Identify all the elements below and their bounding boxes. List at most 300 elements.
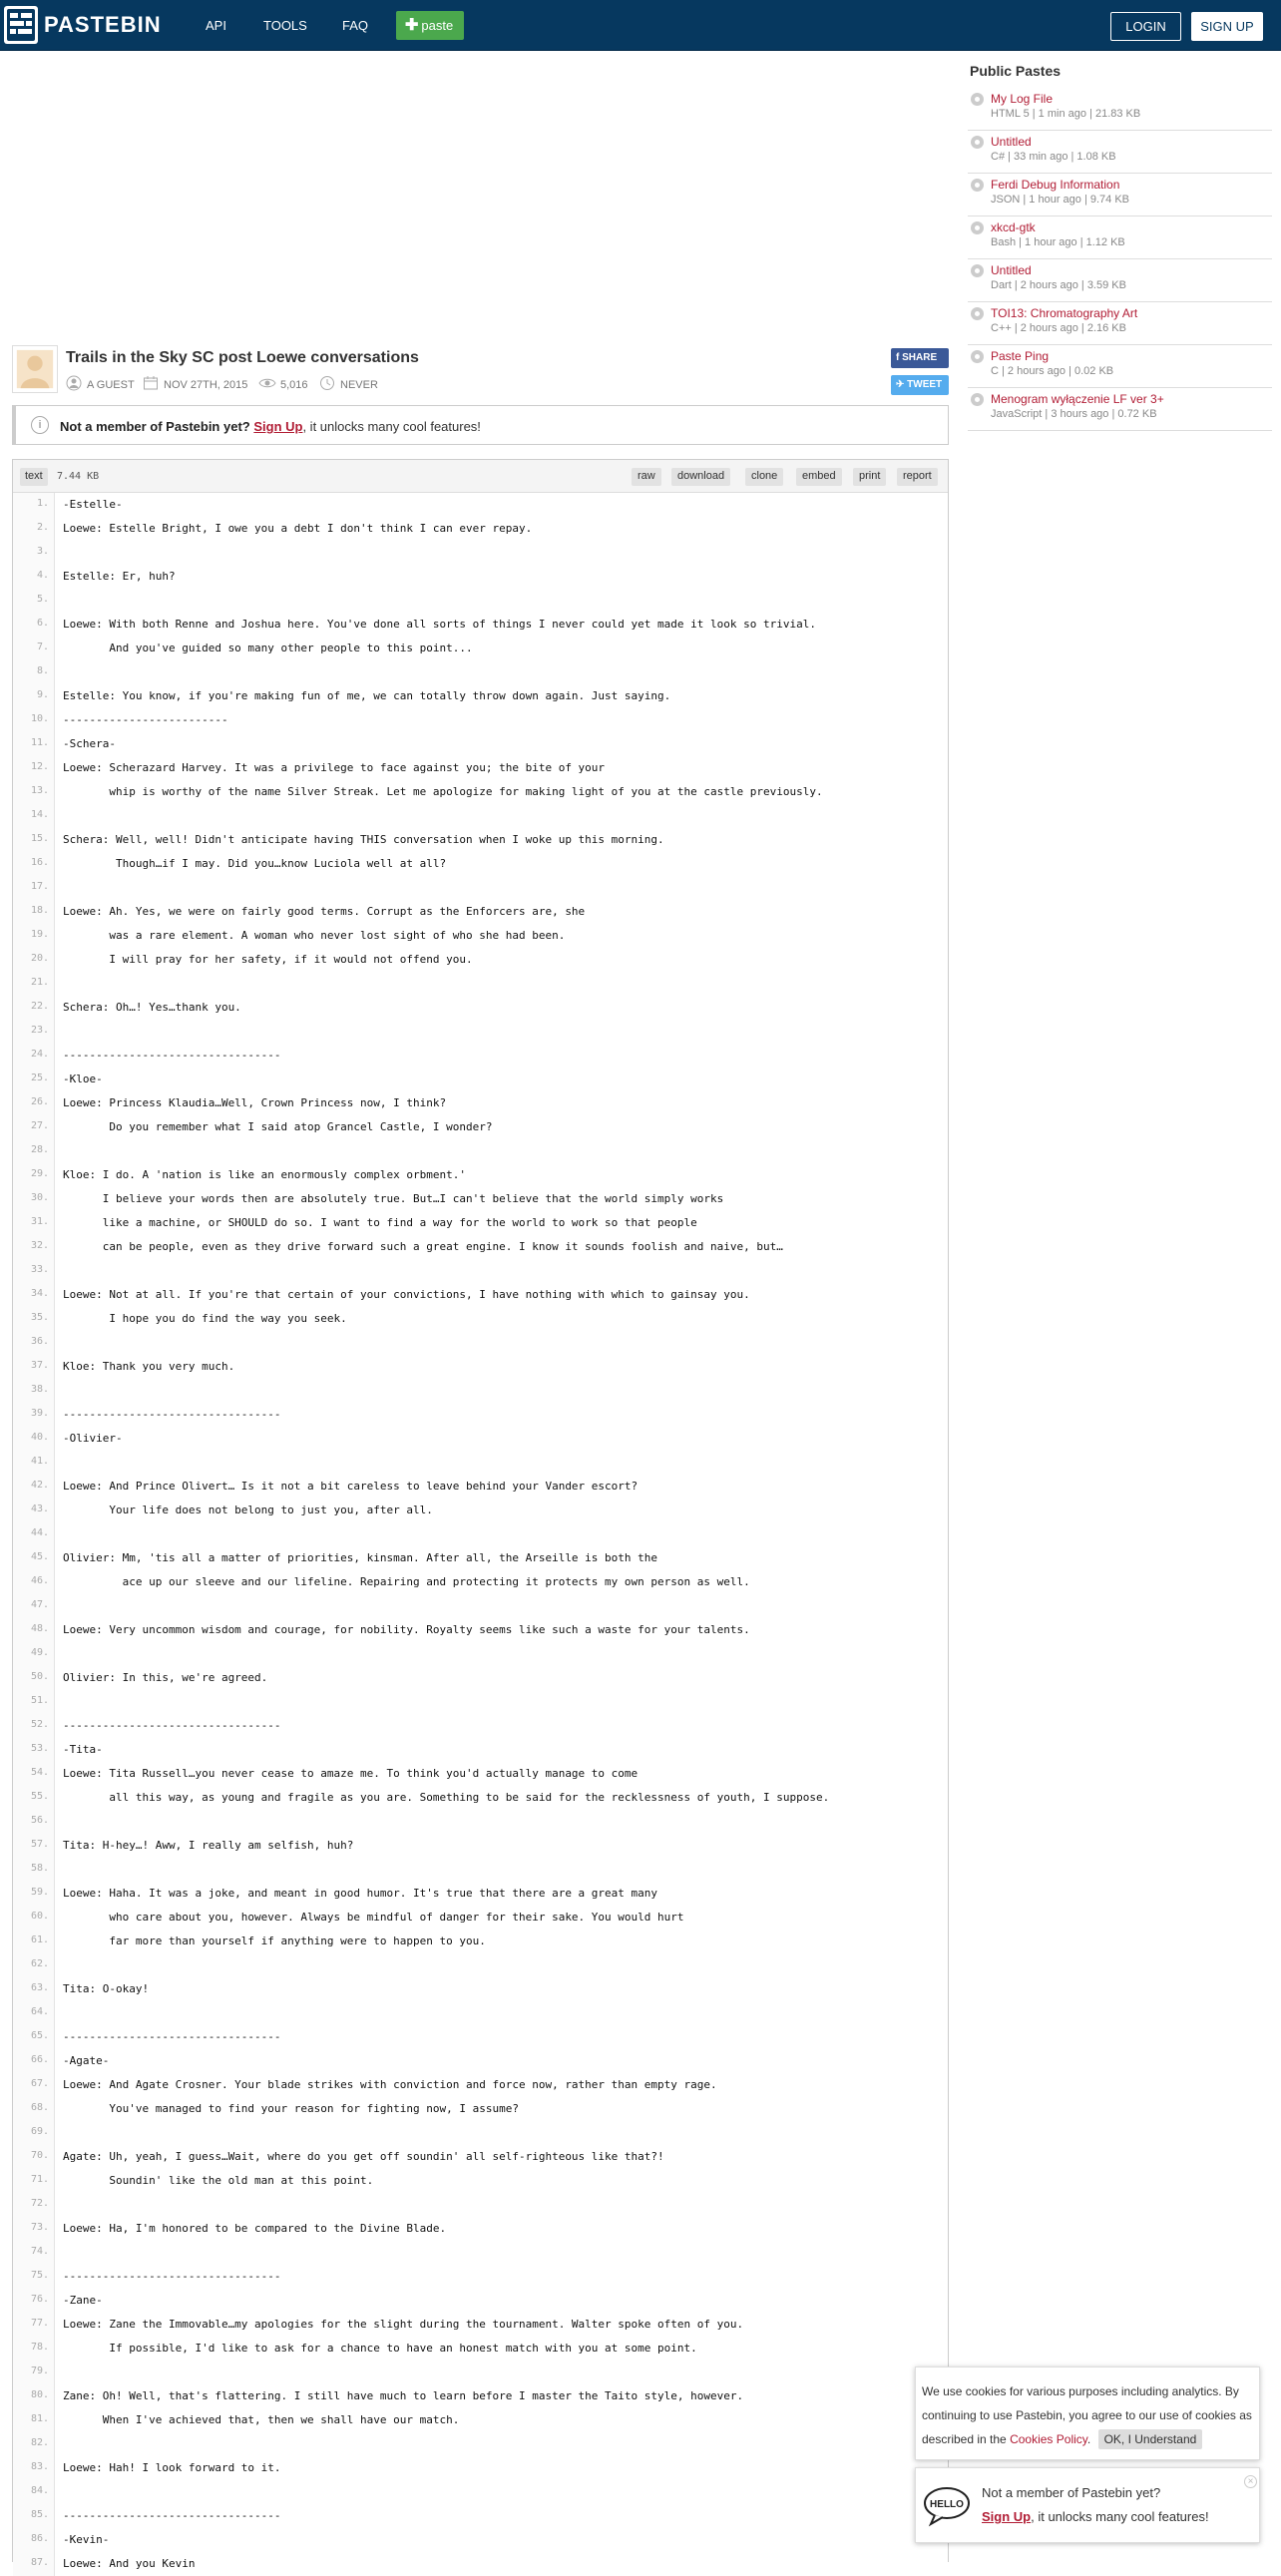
paste-expiry: NEVER: [340, 379, 378, 391]
line-number: 68.: [13, 2097, 55, 2121]
line-number: 51.: [13, 1690, 55, 1714]
line-number: 35.: [13, 1307, 55, 1331]
promo-line2: [982, 2509, 1209, 2524]
code-line: [13, 2552, 948, 2576]
member-notice-lead: Not a member of Pastebin yet?: [60, 419, 250, 434]
code-line: [13, 2073, 948, 2097]
paste-date: NOV 27TH, 2015: [164, 379, 248, 391]
code-line: [13, 1858, 948, 1882]
line-text: Loewe: Ah. Yes, we were on fairly good terms. Corrupt as the Enforcers are, she: [63, 905, 586, 918]
code-line: [13, 756, 948, 780]
line-number: 5.: [13, 589, 55, 613]
public-paste-name[interactable]: xkcd-gtk: [991, 220, 1036, 234]
code-line: [13, 2456, 948, 2480]
code-line: [13, 708, 948, 732]
signup-promo-popup: [915, 2467, 1260, 2543]
line-number: 60.: [13, 1906, 55, 1930]
paste-globe-icon: [971, 221, 984, 234]
line-number: 31.: [13, 1211, 55, 1235]
code-line: [13, 1762, 948, 1786]
line-text: all this way, as young and fragile as you are. Something to be said for the recklessness of youth, I suppose.: [63, 1791, 830, 1804]
facebook-icon: f: [896, 352, 900, 363]
line-text: Loewe: Princess Klaudia…Well, Crown Princess now, I think?: [63, 1096, 447, 1109]
paste-globe-icon: [971, 93, 984, 106]
user-icon: [66, 375, 82, 391]
line-text: Schera: Well, well! Didn't anticipate having THIS conversation when I woke up this morning.: [63, 833, 664, 846]
public-paste-item[interactable]: [968, 345, 1272, 388]
twitter-tweet-button[interactable]: [891, 375, 949, 395]
line-number: 52.: [13, 1714, 55, 1738]
line-text: Loewe: And Prince Olivert… Is it not a bit careless to leave behind your Vander escort?: [63, 1480, 639, 1493]
code-line: [13, 1618, 948, 1642]
embed-button[interactable]: embed: [796, 468, 842, 486]
code-line: [13, 2121, 948, 2145]
line-number: 49.: [13, 1642, 55, 1666]
line-number: 42.: [13, 1475, 55, 1499]
code-line: [13, 1187, 948, 1211]
line-text: Kloe: Thank you very much.: [63, 1360, 235, 1373]
code-line: [13, 1044, 948, 1068]
code-line: [13, 2169, 948, 2193]
line-text: ---------------------------------: [63, 2030, 281, 2043]
line-number: 82.: [13, 2432, 55, 2456]
line-text: Olivier: Mm, 'tis all a matter of priorities, kinsman. After all, the Arseille is both the: [63, 1551, 658, 1564]
guest-avatar: [12, 345, 58, 393]
facebook-share-button[interactable]: [891, 348, 949, 368]
line-number: 30.: [13, 1187, 55, 1211]
public-paste-name[interactable]: Menogram wyłączenie LF ver 3+: [991, 392, 1164, 406]
public-paste-meta: C | 2 hours ago | 0.02 KB: [991, 365, 1114, 377]
line-text: can be people, even as they drive forward such a great engine. I know it sounds foolish and naive, but…: [63, 1240, 783, 1253]
code-line: [13, 924, 948, 948]
line-number: 43.: [13, 1499, 55, 1522]
code-line: [13, 517, 948, 541]
line-number: 6.: [13, 613, 55, 637]
code-line: [13, 900, 948, 924]
code-line: [13, 1403, 948, 1427]
member-notice-text: [60, 419, 481, 434]
line-number: 48.: [13, 1618, 55, 1642]
paste-globe-icon: [971, 179, 984, 192]
code-line: [13, 2217, 948, 2241]
code-line: [13, 1786, 948, 1810]
line-number: 61.: [13, 1930, 55, 1953]
report-button[interactable]: report: [897, 468, 938, 486]
public-pastes-title: Public Pastes: [970, 63, 1062, 79]
line-number: 65.: [13, 2025, 55, 2049]
code-line: [13, 1091, 948, 1115]
line-text: -Olivier-: [63, 1432, 123, 1445]
code-line: [13, 972, 948, 996]
raw-button[interactable]: raw: [632, 468, 661, 486]
code-line: [13, 852, 948, 876]
code-line: [13, 493, 948, 517]
line-text: ---------------------------------: [63, 1049, 281, 1062]
code-line: [13, 876, 948, 900]
signup-button[interactable]: SIGN UP: [1191, 12, 1263, 41]
code-line: [13, 2432, 948, 2456]
ad-space: [0, 51, 958, 340]
code-line: [13, 1139, 948, 1163]
code-line: [13, 1714, 948, 1738]
line-text: Agate: Uh, yeah, I guess…Wait, where do you get off soundin' all self-righteous like that?!: [63, 2150, 664, 2163]
paste-views: 5,016: [280, 379, 308, 391]
line-number: 86.: [13, 2528, 55, 2552]
line-text: -Tita-: [63, 1743, 103, 1756]
line-text: Estelle: Er, huh?: [63, 570, 176, 583]
login-button[interactable]: LOGIN: [1110, 12, 1181, 41]
line-text: -------------------------: [63, 713, 228, 726]
top-header: [0, 0, 1281, 51]
line-text: who care about you, however. Always be mindful of danger for their sake. You would hurt: [63, 1911, 684, 1924]
nav-faq[interactable]: FAQ: [342, 18, 369, 33]
code-line: [13, 1522, 948, 1546]
line-number: 15.: [13, 828, 55, 852]
code-line: [13, 1810, 948, 1834]
line-text: Loewe: Haha. It was a joke, and meant in good humor. It's true that there are a great many: [63, 1887, 658, 1900]
line-number: 74.: [13, 2241, 55, 2265]
line-number: 54.: [13, 1762, 55, 1786]
line-number: 28.: [13, 1139, 55, 1163]
line-number: 9.: [13, 684, 55, 708]
code-line: [13, 1594, 948, 1618]
line-number: 79.: [13, 2361, 55, 2384]
plus-icon: ✚: [405, 17, 419, 34]
line-number: 71.: [13, 2169, 55, 2193]
line-number: 17.: [13, 876, 55, 900]
cookie-text: We use cookies for various purposes including analytics. By continuing to use Pastebin, you agree to our use of cookies as described in the: [922, 2384, 1252, 2446]
code-line: [13, 2361, 948, 2384]
line-text: Kloe: I do. A 'nation is like an enormously complex orbment.': [63, 1168, 466, 1181]
line-number: 16.: [13, 852, 55, 876]
public-paste-meta: Dart | 2 hours ago | 3.59 KB: [991, 279, 1126, 291]
views-eye-icon: [258, 375, 276, 391]
line-text: Olivier: In this, we're agreed.: [63, 1671, 268, 1684]
line-text: Tita: O-okay!: [63, 1982, 150, 1995]
line-number: 33.: [13, 1259, 55, 1283]
code-line: [13, 804, 948, 828]
line-number: 41.: [13, 1451, 55, 1475]
public-paste-name[interactable]: TOI13: Chromatography Art: [991, 306, 1138, 320]
cookies-policy-link[interactable]: Cookies Policy: [1010, 2432, 1087, 2446]
code-line: [13, 1882, 948, 1906]
cookie-consent-popup: [915, 2366, 1260, 2460]
cookie-ok-button[interactable]: OK, I Understand: [1098, 2429, 1203, 2449]
public-paste-name[interactable]: Untitled: [991, 263, 1032, 277]
line-text: ---------------------------------: [63, 1719, 281, 1732]
paste-code-box: [12, 459, 949, 2570]
line-number: 47.: [13, 1594, 55, 1618]
public-paste-item[interactable]: [968, 259, 1272, 302]
code-line: [13, 565, 948, 589]
promo-rest: , it unlocks many cool features!: [1031, 2509, 1209, 2524]
line-number: 75.: [13, 2265, 55, 2289]
code-line: [13, 684, 948, 708]
line-number: 39.: [13, 1403, 55, 1427]
line-number: 38.: [13, 1379, 55, 1403]
line-text: Loewe: Ha, I'm honored to be compared to the Divine Blade.: [63, 2222, 447, 2235]
download-button[interactable]: download: [671, 468, 730, 486]
line-text: I hope you do find the way you seek.: [63, 1312, 347, 1325]
code-line: [13, 2384, 948, 2408]
line-text: Loewe: Zane the Immovable…my apologies for the slight during the tournament. Walter spoke often of you.: [63, 2318, 744, 2331]
code-line: [13, 732, 948, 756]
line-number: 24.: [13, 1044, 55, 1068]
line-number: 27.: [13, 1115, 55, 1139]
line-number: 36.: [13, 1331, 55, 1355]
paste-author[interactable]: A GUEST: [87, 379, 135, 391]
code-line: [13, 2049, 948, 2073]
line-number: 64.: [13, 2001, 55, 2025]
nav-tools[interactable]: TOOLS: [263, 18, 307, 33]
public-paste-name[interactable]: My Log File: [991, 92, 1054, 106]
calendar-icon: [143, 375, 159, 391]
line-number: 46.: [13, 1570, 55, 1594]
code-line: [13, 1259, 948, 1283]
code-line: [13, 2504, 948, 2528]
line-number: 4.: [13, 565, 55, 589]
code-line: [13, 1570, 948, 1594]
line-text: Soundin' like the old man at this point.: [63, 2174, 374, 2187]
pastebin-logo-icon[interactable]: [3, 5, 39, 45]
new-paste-label: paste: [421, 18, 454, 33]
line-text: -Kevin-: [63, 2533, 110, 2546]
line-number: 83.: [13, 2456, 55, 2480]
line-text: Zane: Oh! Well, that's flattering. I still have much to learn before I master the Taito style, however.: [63, 2389, 744, 2402]
line-number: 84.: [13, 2480, 55, 2504]
line-number: 3.: [13, 541, 55, 565]
line-number: 29.: [13, 1163, 55, 1187]
line-text: Loewe: Estelle Bright, I owe you a debt I don't think I can ever repay.: [63, 522, 533, 535]
tweet-label: TWEET: [907, 379, 943, 390]
line-number: 72.: [13, 2193, 55, 2217]
line-text: ---------------------------------: [63, 2270, 281, 2283]
code-line: [13, 1738, 948, 1762]
line-text: ---------------------------------: [63, 2509, 281, 2522]
line-number: 50.: [13, 1666, 55, 1690]
code-line: [13, 1211, 948, 1235]
code-toolbar: [13, 460, 948, 493]
close-icon[interactable]: ×: [1244, 2475, 1257, 2488]
line-number: 18.: [13, 900, 55, 924]
paste-globe-icon: [971, 393, 984, 406]
line-text: -Kloe-: [63, 1073, 103, 1085]
line-text: Estelle: You know, if you're making fun of me, we can totally throw down again. Just saying.: [63, 689, 671, 702]
line-text: Loewe: And Agate Crosner. Your blade strikes with conviction and force now, rather than empty rage.: [63, 2078, 717, 2091]
code-line: [13, 613, 948, 637]
public-paste-name[interactable]: Ferdi Debug Information: [991, 178, 1120, 192]
line-number: 13.: [13, 780, 55, 804]
line-text: Tita: H-hey…! Aww, I really am selfish, huh?: [63, 1839, 354, 1852]
public-paste-item[interactable]: [968, 131, 1272, 174]
public-paste-item[interactable]: [968, 216, 1272, 259]
line-number: 78.: [13, 2337, 55, 2361]
hello-speech-bubble-icon: [923, 2486, 971, 2526]
logo-text[interactable]: PASTEBIN: [44, 12, 162, 37]
line-text: -Schera-: [63, 737, 116, 750]
line-text: Your life does not belong to just you, after all.: [63, 1503, 433, 1516]
code-line: [13, 1163, 948, 1187]
code-line: [13, 637, 948, 660]
twitter-icon: ✈: [896, 379, 905, 390]
line-number: 85.: [13, 2504, 55, 2528]
line-text: You've managed to find your reason for fighting now, I assume?: [63, 2102, 519, 2115]
line-number: 76.: [13, 2289, 55, 2313]
line-number: 70.: [13, 2145, 55, 2169]
line-number: 1.: [13, 493, 55, 517]
code-line: [13, 660, 948, 684]
public-paste-item[interactable]: [968, 388, 1272, 431]
code-line: [13, 541, 948, 565]
code-line: [13, 828, 948, 852]
line-number: 12.: [13, 756, 55, 780]
line-number: 45.: [13, 1546, 55, 1570]
code-line: [13, 2289, 948, 2313]
code-line: [13, 2097, 948, 2121]
line-number: 23.: [13, 1020, 55, 1044]
line-number: 63.: [13, 1977, 55, 2001]
line-number: 20.: [13, 948, 55, 972]
line-number: 2.: [13, 517, 55, 541]
line-number: 14.: [13, 804, 55, 828]
line-number: 55.: [13, 1786, 55, 1810]
info-icon: i: [31, 416, 49, 434]
line-number: 22.: [13, 996, 55, 1020]
line-number: 8.: [13, 660, 55, 684]
code-line: [13, 2001, 948, 2025]
line-number: 53.: [13, 1738, 55, 1762]
public-paste-meta: C++ | 2 hours ago | 2.16 KB: [991, 322, 1126, 334]
code-line: [13, 2528, 948, 2552]
public-paste-meta: HTML 5 | 1 min ago | 21.83 KB: [991, 108, 1141, 120]
line-text: ---------------------------------: [63, 1408, 281, 1421]
line-number: 21.: [13, 972, 55, 996]
line-number: 58.: [13, 1858, 55, 1882]
nav-api[interactable]: API: [206, 18, 226, 33]
line-number: 77.: [13, 2313, 55, 2337]
line-text: ace up our sleeve and our lifeline. Repairing and protecting it protects my own person as well.: [63, 1575, 750, 1588]
paste-globe-icon: [971, 264, 984, 277]
code-line: [13, 2241, 948, 2265]
code-line: [13, 2025, 948, 2049]
code-line: [13, 1499, 948, 1522]
paste-globe-icon: [971, 136, 984, 149]
code-line: [13, 1020, 948, 1044]
code-line: [13, 1427, 948, 1451]
code-line: [13, 2480, 948, 2504]
line-text: -Estelle-: [63, 498, 123, 511]
line-number: 37.: [13, 1355, 55, 1379]
print-button[interactable]: print: [853, 468, 886, 486]
code-line: [13, 2337, 948, 2361]
code-line: [13, 1451, 948, 1475]
code-line: [13, 2313, 948, 2337]
paste-globe-icon: [971, 307, 984, 320]
line-number: 67.: [13, 2073, 55, 2097]
code-line: [13, 1546, 948, 1570]
line-number: 66.: [13, 2049, 55, 2073]
public-paste-meta: JSON | 1 hour ago | 9.74 KB: [991, 194, 1130, 206]
line-text: I believe your words then are absolutely true. But…I can't believe that the world simply works: [63, 1192, 724, 1205]
code-line: [13, 2408, 948, 2432]
line-number: 73.: [13, 2217, 55, 2241]
new-paste-button[interactable]: [396, 11, 464, 40]
signup-link[interactable]: Sign Up: [253, 419, 303, 434]
public-paste-name[interactable]: Untitled: [991, 135, 1032, 149]
public-paste-meta: Bash | 1 hour ago | 1.12 KB: [991, 236, 1125, 248]
code-line: [13, 1666, 948, 1690]
public-pastes-list: [968, 88, 1272, 431]
line-text: I will pray for her safety, if it would not offend you.: [63, 953, 473, 966]
line-text: Loewe: And you Kevin: [63, 2557, 196, 2570]
code-line: [13, 1690, 948, 1714]
code-line: [13, 1307, 948, 1331]
clone-button[interactable]: clone: [745, 468, 783, 486]
paste-size: 7.44 KB: [57, 471, 100, 482]
code-line: [13, 1068, 948, 1091]
line-text: Loewe: With both Renne and Joshua here. You've done all sorts of things I never could yet made it look so trivial.: [63, 618, 816, 631]
public-paste-name[interactable]: Paste Ping: [991, 349, 1050, 363]
line-text: And you've guided so many other people to this point...: [63, 642, 473, 654]
code-line: [13, 2265, 948, 2289]
public-paste-item[interactable]: [968, 302, 1272, 345]
line-number: 69.: [13, 2121, 55, 2145]
line-number: 7.: [13, 637, 55, 660]
line-number: 19.: [13, 924, 55, 948]
code-line: [13, 1115, 948, 1139]
code-line: [13, 1834, 948, 1858]
line-text: -Agate-: [63, 2054, 110, 2067]
promo-signup-link[interactable]: Sign Up: [982, 2509, 1032, 2524]
line-number: 59.: [13, 1882, 55, 1906]
code-line: [13, 1930, 948, 1953]
code-line: [13, 1977, 948, 2001]
line-number: 80.: [13, 2384, 55, 2408]
code-line: [13, 1283, 948, 1307]
public-paste-meta: JavaScript | 3 hours ago | 0.72 KB: [991, 408, 1157, 420]
line-number: 40.: [13, 1427, 55, 1451]
paste-globe-icon: [971, 350, 984, 363]
line-text: Do you remember what I said atop Grancel Castle, I wonder?: [63, 1120, 493, 1133]
code-line: [13, 589, 948, 613]
line-text: Loewe: Hah! I look forward to it.: [63, 2461, 281, 2474]
line-number: 26.: [13, 1091, 55, 1115]
line-text: Loewe: Very uncommon wisdom and courage, for nobility. Royalty seems like such a waste for your talents.: [63, 1623, 750, 1636]
line-text: When I've achieved that, then we shall have our match.: [63, 2413, 460, 2426]
code-line: [13, 1235, 948, 1259]
public-paste-item[interactable]: [968, 174, 1272, 216]
public-paste-item[interactable]: [968, 88, 1272, 131]
line-number: 10.: [13, 708, 55, 732]
code-line: [13, 1475, 948, 1499]
line-number: 62.: [13, 1953, 55, 1977]
code-line: [13, 948, 948, 972]
public-paste-meta: C# | 33 min ago | 1.08 KB: [991, 151, 1116, 163]
line-number: 34.: [13, 1283, 55, 1307]
expiry-clock-icon: [319, 375, 335, 391]
code-line: [13, 1642, 948, 1666]
code-line: [13, 780, 948, 804]
line-text: like a machine, or SHOULD do so. I want to find a way for the world to work so that people: [63, 1216, 697, 1229]
syntax-language-tag[interactable]: text: [20, 468, 48, 486]
line-text: Schera: Oh…! Yes…thank you.: [63, 1001, 241, 1014]
code-lines[interactable]: [13, 493, 948, 2576]
line-text: Loewe: Tita Russell…you never cease to amaze me. To think you'd actually manage to come: [63, 1767, 639, 1780]
member-notice: [12, 405, 949, 445]
line-text: Loewe: Not at all. If you're that certain of your convictions, I have nothing with which to gainsay you.: [63, 1288, 750, 1301]
promo-line1: Not a member of Pastebin yet?: [982, 2485, 1161, 2500]
code-line: [13, 1331, 948, 1355]
